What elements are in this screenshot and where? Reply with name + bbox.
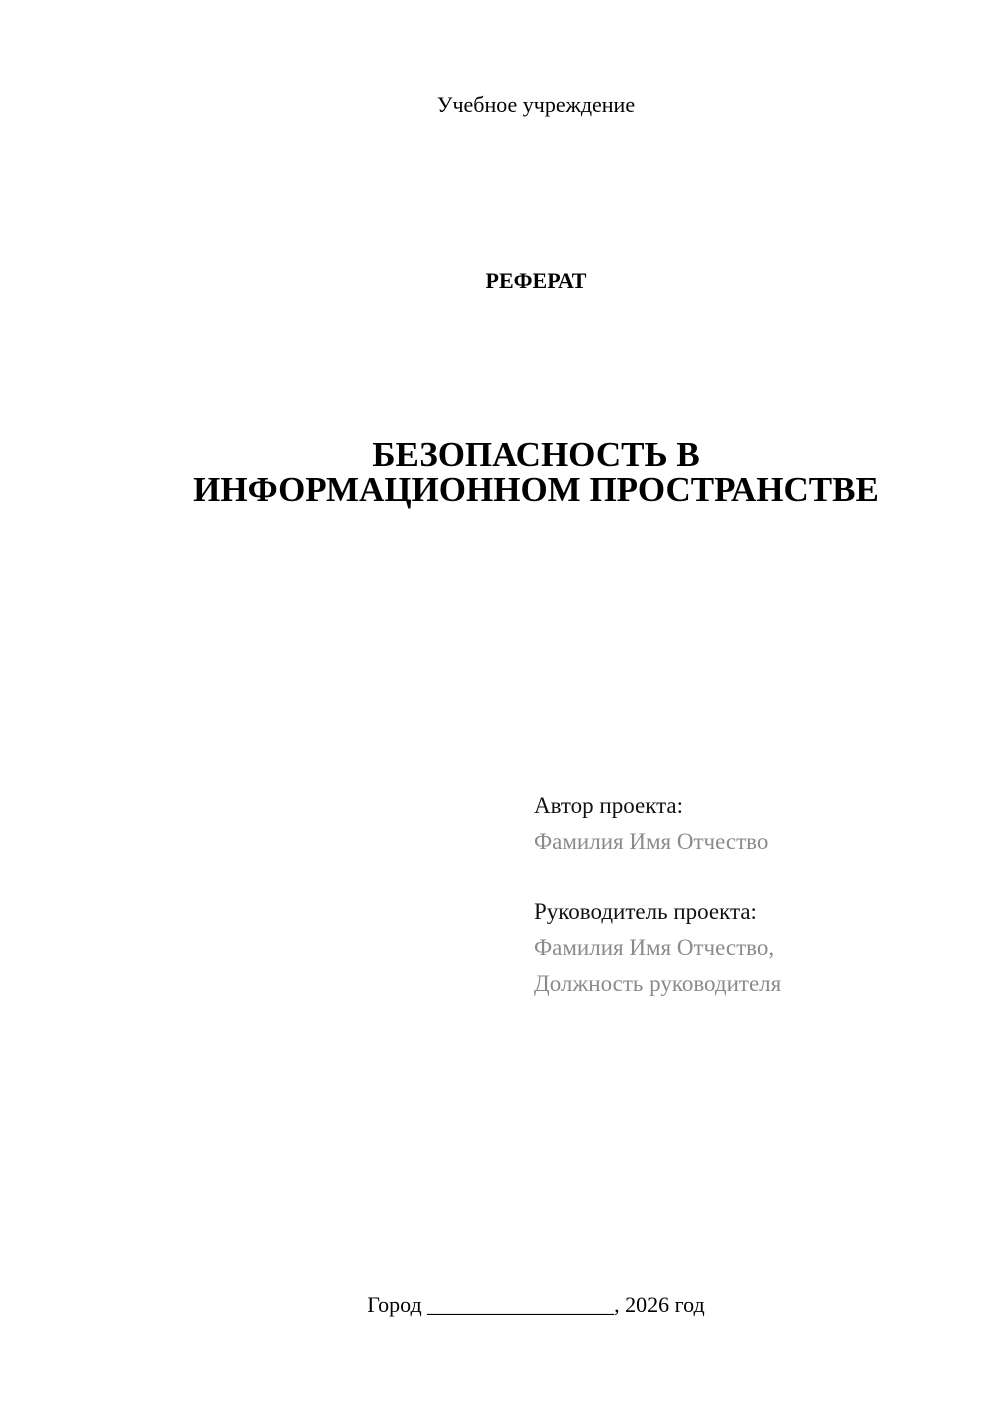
supervisor-label: Руководитель проекта: [534,899,757,924]
supervisor-position: Должность руководителя [534,971,782,996]
credits-spacer [534,860,964,894]
document-title-line-2: ИНФОРМАЦИОННОМ ПРОСТРАНСТВЕ [193,470,879,509]
author-name: Фамилия Имя Отчество [534,829,769,854]
city-year-footer: Город _________________, 2026 год [367,1292,705,1317]
document-title-line-1: БЕЗОПАСНОСТЬ В [372,435,700,474]
institution-name: Учебное учреждение [436,92,636,117]
author-label: Автор проекта: [534,793,683,818]
credits-block [534,788,964,1002]
supervisor-name: Фамилия Имя Отчество, [534,935,775,960]
document-title [0,437,1000,507]
document-type-heading: РЕФЕРАТ [485,268,587,293]
